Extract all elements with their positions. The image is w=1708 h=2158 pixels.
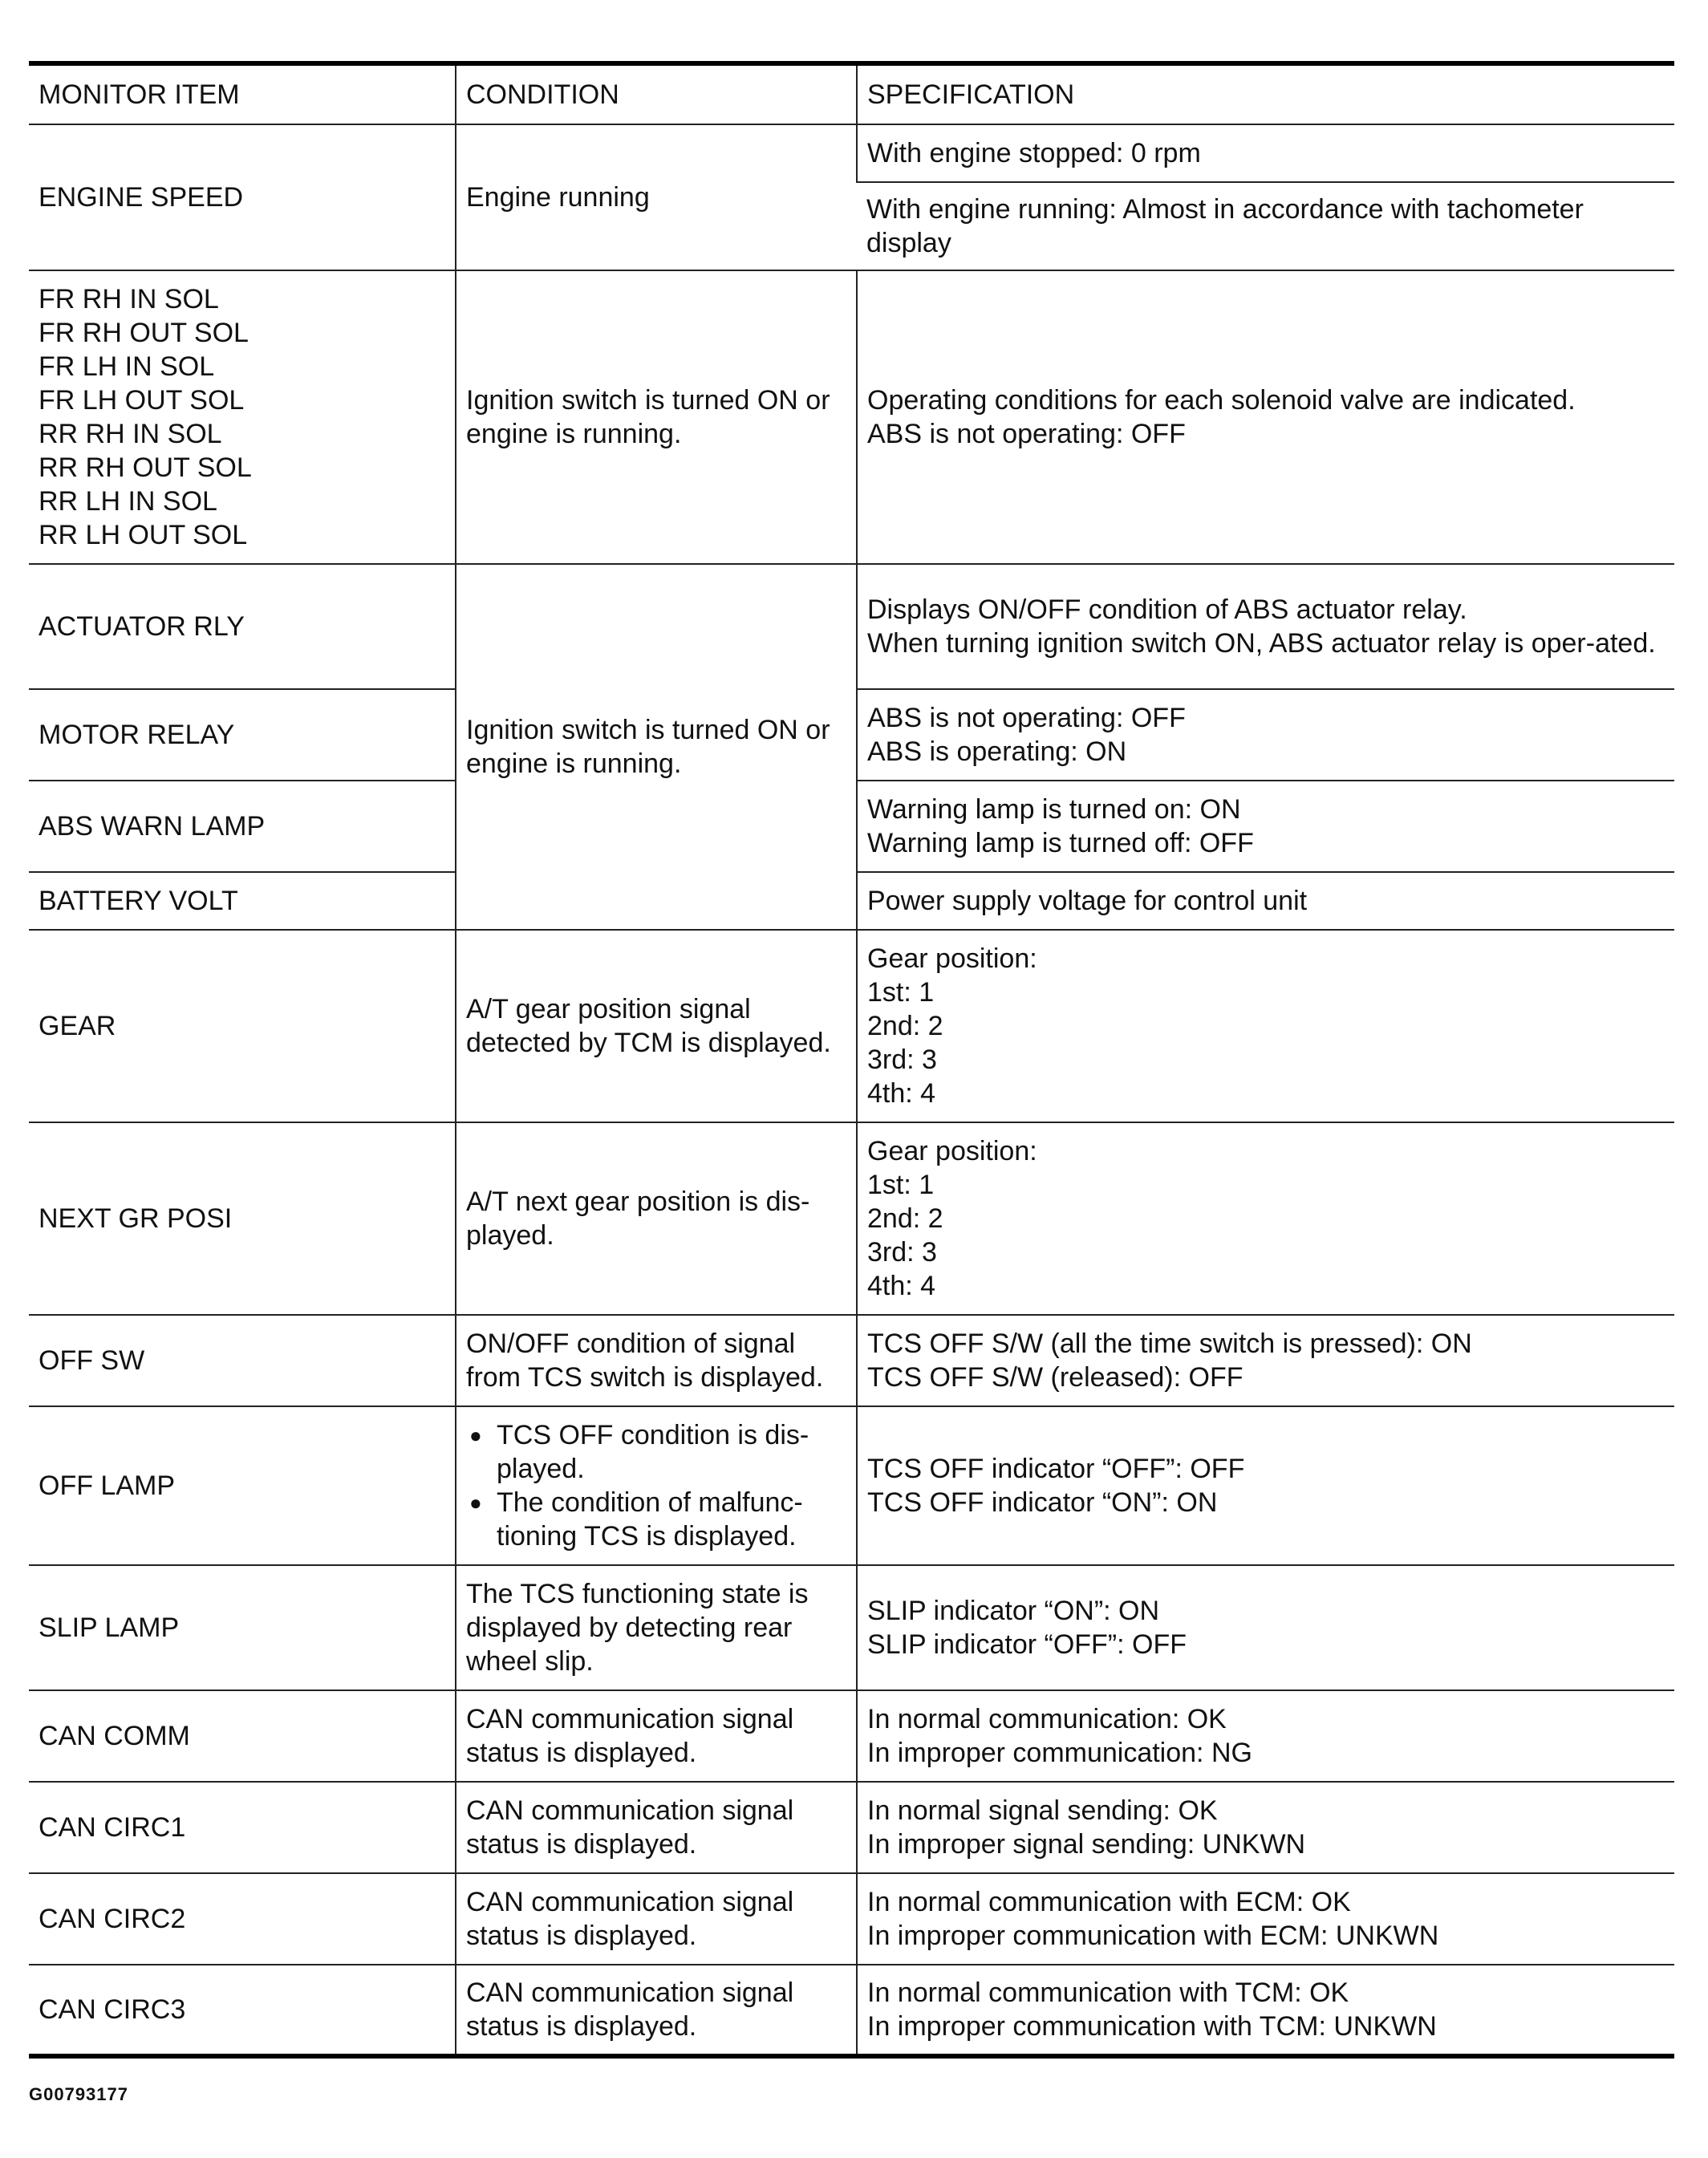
spec-motor-relay: ABS is not operating: OFF ABS is operating: ON — [857, 689, 1674, 781]
table-row — [29, 270, 1674, 564]
item-battery-volt: BATTERY VOLT — [29, 872, 456, 930]
condition-can-comm: CAN communication signal status is displayed. — [456, 1690, 857, 1782]
table-row — [29, 1782, 1674, 1873]
spec-abs-warn-lamp: Warning lamp is turned on: ON Warning lamp is turned off: OFF — [857, 781, 1674, 872]
table-row — [29, 1122, 1674, 1315]
condition-can-circ3: CAN communication signal status is displayed. — [456, 1965, 857, 2056]
table-row — [29, 1965, 1674, 2056]
spec-gear: Gear position: 1st: 1 2nd: 2 3rd: 3 4th: 4 — [857, 930, 1674, 1122]
spec-off-sw: TCS OFF S/W (all the time switch is pressed): ON TCS OFF S/W (released): OFF — [857, 1315, 1674, 1406]
item-engine-speed: ENGINE SPEED — [29, 124, 456, 270]
condition-off-sw: ON/OFF condition of signal from TCS switch is displayed. — [456, 1315, 857, 1406]
condition-bullet-list — [466, 1418, 846, 1553]
condition-next-gr-posi: A/T next gear position is dis-played. — [456, 1122, 857, 1315]
condition-off-lamp — [456, 1406, 857, 1565]
spec-off-lamp: TCS OFF indicator “OFF”: OFF TCS OFF indicator “ON”: ON — [857, 1406, 1674, 1565]
item-actuator-rly: ACTUATOR RLY — [29, 564, 456, 689]
item-abs-warn-lamp: ABS WARN LAMP — [29, 781, 456, 872]
condition-solenoids: Ignition switch is turned ON or engine is running. — [456, 270, 857, 564]
figure-code: G00793177 — [29, 2084, 128, 2104]
item-gear: GEAR — [29, 930, 456, 1122]
condition-gear: A/T gear position signal detected by TCM is displayed. — [456, 930, 857, 1122]
spec-engine-speed-stopped: With engine stopped: 0 rpm — [857, 124, 1674, 182]
item-slip-lamp: SLIP LAMP — [29, 1565, 456, 1690]
monitor-item-table — [29, 61, 1674, 2059]
spec-can-circ3: In normal communication with TCM: OK In improper communication with TCM: UNKWN — [857, 1965, 1674, 2056]
condition-relay-group: Ignition switch is turned ON or engine is running. — [456, 564, 857, 930]
table-row — [29, 1315, 1674, 1406]
item-can-circ1: CAN CIRC1 — [29, 1782, 456, 1873]
item-can-circ2: CAN CIRC2 — [29, 1873, 456, 1965]
spec-can-circ1: In normal signal sending: OK In improper signal sending: UNKWN — [857, 1782, 1674, 1873]
item-next-gr-posi: NEXT GR POSI — [29, 1122, 456, 1315]
bullet-item: ● TCS OFF condition is dis-played. — [497, 1418, 846, 1486]
item-can-circ3: CAN CIRC3 — [29, 1965, 456, 2056]
header-specification: SPECIFICATION — [857, 63, 1674, 124]
spec-engine-speed-running: With engine running: Almost in accordance with tachometer display — [857, 182, 1674, 270]
table-row — [29, 124, 1674, 182]
condition-can-circ1: CAN communication signal status is displayed. — [456, 1782, 857, 1873]
table-row — [29, 1406, 1674, 1565]
spec-next-gr-posi: Gear position: 1st: 1 2nd: 2 3rd: 3 4th: 4 — [857, 1122, 1674, 1315]
header-monitor-item: MONITOR ITEM — [29, 63, 456, 124]
table-row — [29, 930, 1674, 1122]
condition-can-circ2: CAN communication signal status is displayed. — [456, 1873, 857, 1965]
table-header-row — [29, 63, 1674, 124]
item-off-sw: OFF SW — [29, 1315, 456, 1406]
table-row — [29, 564, 1674, 689]
item-off-lamp: OFF LAMP — [29, 1406, 456, 1565]
item-can-comm: CAN COMM — [29, 1690, 456, 1782]
spec-battery-volt: Power supply voltage for control unit — [857, 872, 1674, 930]
item-motor-relay: MOTOR RELAY — [29, 689, 456, 781]
spec-actuator-rly: Displays ON/OFF condition of ABS actuator relay. When turning ignition switch ON, ABS actuator relay is oper-ated. — [857, 564, 1674, 689]
spec-solenoids: Operating conditions for each solenoid valve are indicated. ABS is not operating: OFF — [857, 270, 1674, 564]
spec-slip-lamp: SLIP indicator “ON”: ON SLIP indicator “OFF”: OFF — [857, 1565, 1674, 1690]
spec-can-comm: In normal communication: OK In improper communication: NG — [857, 1690, 1674, 1782]
header-condition: CONDITION — [456, 63, 857, 124]
bullet-item: ● The condition of malfunc-tioning TCS is displayed. — [497, 1486, 846, 1553]
item-solenoids: FR RH IN SOL FR RH OUT SOL FR LH IN SOL FR LH OUT SOL RR RH IN SOL RR RH OUT SOL RR LH IN SOL RR LH OUT SOL — [29, 270, 456, 564]
condition-slip-lamp: The TCS functioning state is displayed by detecting rear wheel slip. — [456, 1565, 857, 1690]
table-row — [29, 1565, 1674, 1690]
condition-engine-speed: Engine running — [456, 124, 857, 270]
spec-can-circ2: In normal communication with ECM: OK In improper communication with ECM: UNKWN — [857, 1873, 1674, 1965]
table-row — [29, 1873, 1674, 1965]
table-row — [29, 1690, 1674, 1782]
